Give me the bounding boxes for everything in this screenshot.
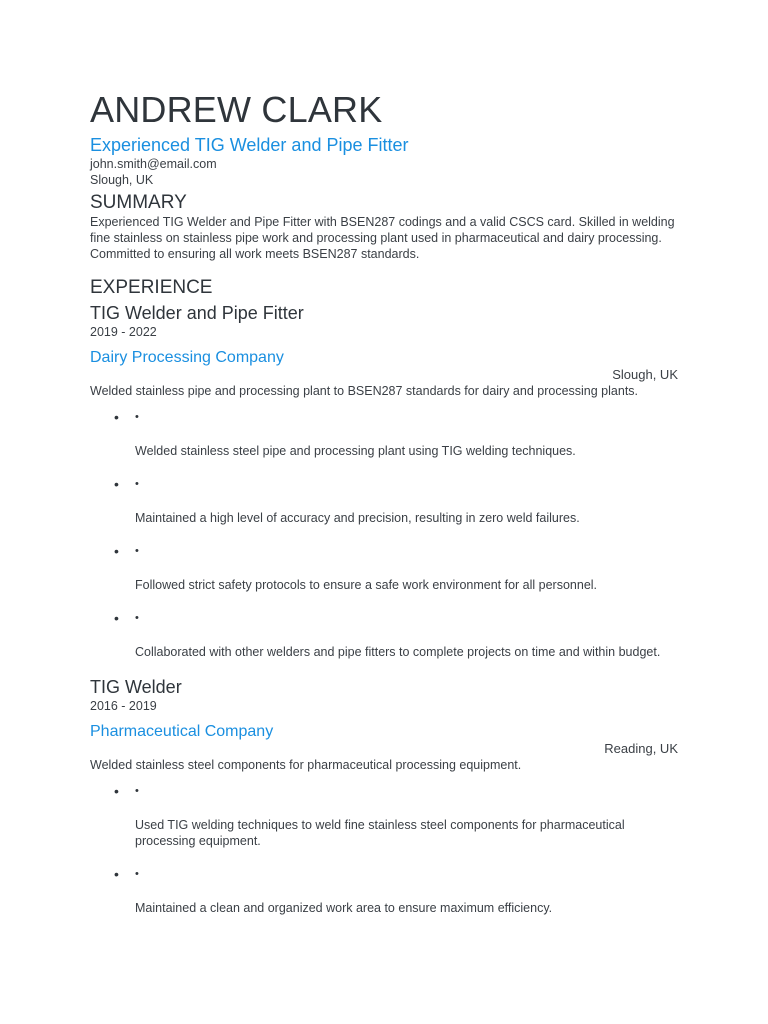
job-title: TIG Welder bbox=[90, 677, 182, 697]
summary-heading: SUMMARY bbox=[90, 192, 187, 213]
candidate-name: ANDREW CLARK bbox=[90, 89, 383, 130]
bullet-dot: • bbox=[114, 476, 119, 492]
bullet-dot: • bbox=[114, 866, 119, 882]
summary-text: Experienced TIG Welder and Pipe Fitter with BSEN287 codings and a valid CSCS card. Skilled in welding fine stainless on stainless pipe work and processing plant used in pharmaceutical and dairy processing. Committed to ensuring all work meets BSEN287 standards. bbox=[90, 215, 675, 261]
list-item bbox=[90, 409, 678, 459]
job-entry bbox=[90, 302, 678, 660]
job-dates: 2016 - 2019 bbox=[90, 699, 157, 713]
job-bullets bbox=[90, 783, 678, 916]
bullet-text: Followed strict safety protocols to ensure a safe work environment for all personnel. bbox=[135, 578, 598, 592]
bullet-dot: • bbox=[114, 783, 119, 799]
bullet-text: Collaborated with other welders and pipe fitters to complete projects on time and within budget. bbox=[135, 645, 661, 659]
resume-page bbox=[90, 88, 678, 916]
bullet-marker: • bbox=[135, 545, 139, 557]
company-name: Pharmaceutical Company bbox=[90, 723, 274, 740]
job-description: Welded stainless steel components for pharmaceutical processing equipment. bbox=[90, 758, 522, 772]
bullet-marker: • bbox=[135, 612, 139, 624]
job-location: Slough, UK bbox=[612, 367, 678, 382]
job-dates: 2019 - 2022 bbox=[90, 325, 157, 339]
job-bullets bbox=[90, 409, 678, 660]
job-location: Reading, UK bbox=[604, 741, 678, 756]
job-description: Welded stainless pipe and processing plant to BSEN287 standards for dairy and processing plants. bbox=[90, 384, 639, 398]
experience-heading: EXPERIENCE bbox=[90, 277, 213, 298]
bullet-text: Welded stainless steel pipe and processing plant using TIG welding techniques. bbox=[135, 444, 576, 458]
bullet-text: Maintained a clean and organized work area to ensure maximum efficiency. bbox=[135, 901, 553, 915]
list-item bbox=[90, 476, 678, 526]
bullet-dot: • bbox=[114, 610, 119, 626]
bullet-dot: • bbox=[114, 409, 119, 425]
list-item bbox=[90, 866, 678, 916]
bullet-marker: • bbox=[135, 411, 139, 423]
list-item bbox=[90, 543, 678, 593]
bullet-marker: • bbox=[135, 785, 139, 797]
bullet-marker: • bbox=[135, 868, 139, 880]
bullet-marker: • bbox=[135, 478, 139, 490]
candidate-headline: Experienced TIG Welder and Pipe Fitter bbox=[90, 135, 409, 155]
bullet-text: Used TIG welding techniques to weld fine stainless steel components for pharmaceutical processing equipment. bbox=[135, 818, 625, 848]
contact-email: john.smith@email.com bbox=[90, 157, 217, 171]
job-entry bbox=[90, 676, 678, 916]
company-name: Dairy Processing Company bbox=[90, 349, 284, 366]
list-item bbox=[90, 783, 678, 849]
bullet-text: Maintained a high level of accuracy and precision, resulting in zero weld failures. bbox=[135, 511, 580, 525]
contact-location: Slough, UK bbox=[90, 173, 154, 187]
list-item bbox=[90, 610, 678, 660]
bullet-dot: • bbox=[114, 543, 119, 559]
job-title: TIG Welder and Pipe Fitter bbox=[90, 303, 304, 323]
